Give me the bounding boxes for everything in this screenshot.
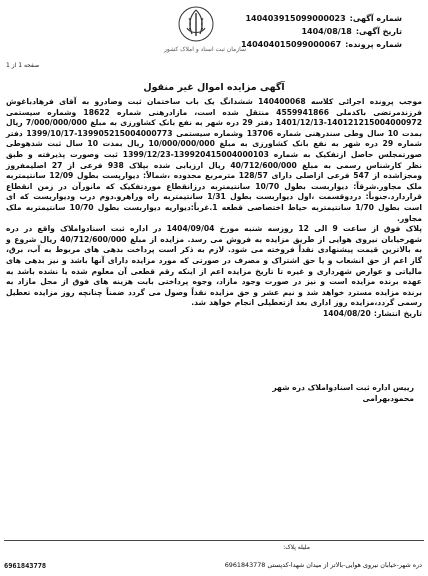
meta-value: 140403915099000023 (245, 14, 346, 23)
meta-label: تاریخ آگهی: (355, 27, 402, 36)
meta-label: شماره آگهی: (349, 14, 402, 23)
signature-block (0, 383, 420, 404)
document-body (6, 97, 422, 319)
page-counter: صفحه 1 از 1 (6, 62, 40, 69)
meta-row-number (245, 12, 402, 25)
meta-label: شماره پرونده: (345, 40, 402, 49)
meta-row-date (252, 25, 402, 38)
document-meta (240, 12, 402, 51)
body-paragraph-auction: پلاک فوق از ساعت 9 الی 12 روزسه شنبه مورخ 1404/09/04 در اداره ثبت اسنادواملاک واقع در دره شهرخیابان نیروی هوایی از طریق مزایده به فروش می رسد. مزایده از مبلغ 40/712/600/000 ریال شروع و به بالاترین قیمت پیشنهادی نقداً فروخته می شود. لازم به ذکر است پرداخت بدهی های مربوط به آب، برق، گاز اعم از حق انشعاب و یا حق اشتراک و مصرف در صورتی که مورد مزایده دارای آنها باشد و نیز بدهی های مالیاتی و عوارض شهرداری و غیره تا تاریخ مزایده اعم از اینکه رقم قطعی آن معلوم شده یا نشده باشد به عهده برنده مزایده است و نیز در صورت وجود مازاد، وجوه پرداختی بابت هزینه های فوق از محل مازاد به برنده مزایده مسترد خواهد شد و نیم عشر و حق مزایده نقداً وصول می گردد ضمناً چنانچه روز مزایده تعطیل رسمی گردد،مزایده روز اداری بعد ازتعطیلی انجام خواهد شد. (6, 224, 423, 308)
meta-value: 1404/08/18 (301, 27, 352, 36)
footer-phone: 6961843778 (4, 562, 47, 570)
page-title: آگهی مزایده اموال غیر منقول (143, 82, 285, 93)
signatory-name: محمودبهرامی (362, 393, 414, 403)
body-paragraph-property: موجب پرونده اجرائی کلاسه 140400068 ششدانگ یک باب ساختمان ثبت وصادرو به آقای فرهادباغوش فرزندمرتضی باکدملی 4559941866 منتقل شده است، مازادرهنی شماره 18622 وشماره سیستمی 140121215004000972-1401/12/13 دفتر 29 دره شهر به نفع بانک کشاورزی به مبلغ 7/000/000/000 ریال بمدت 10 سال وطی سندرهنی شماره 13706 وشماره سیستمی 139905215004000773-1399/10/17 دفتر شماره 29 دره شهر به نفع بانک کشاورزی به مبلغ 10/000/000/000 ریال بمدت 10 سال ثبت شدهوطی صورتمجلس حاصل ازتفکیک به شماره 139920415004000103-1399/12/23 ثبت وصورت پذیرفته و طبق نظر کارشناس رسمی به مبلغ 40/712/600/000 ریال ارزیابی شده بپلاک 938 فرعی از 27 اصلیمفروز ومجزاشده از 547 فرعی ازاصلی دارای 128/57 مترمربع محدوده ،شمالاً: دیوارپست بطول 12/09 سانتیمتربه ملک مجاور.شرقاً: دیواربست بطول 10/70 سانتیمتربه درزانقطاع موردتفکیک که مانورآن در زمن انقطاع قراردارد.جنوباً: دردوقسمت ،اول دیواربست بطول 1/31 سانتیمتربه راه وراهرو.دوم درب ودیواریست که ای است بطول 1/70 سانتیمتربه حیاط اختصاصی قطعه 1.غرباً:دیواریه دیواربست بطول 10/70 سانتیمتربه ملک مجاور. (6, 97, 422, 223)
footer-address: دره شهر-خیابان نیروی هوایی-بالاتر از میدان شهدا-کدپستی 6961843778 (224, 561, 422, 569)
footer-fax-label: ملیله پلاک: (283, 544, 310, 551)
footer-divider (4, 540, 424, 541)
meta-value: 140404015099000067 (240, 40, 342, 49)
emblem-icon (176, 4, 216, 44)
signatory-title: رییس اداره ثبت اسنادواملاک دره شهر (272, 383, 414, 392)
meta-row-case (240, 38, 402, 51)
organization-name: سازمان ثبت اسناد و املاک کشور (163, 46, 247, 53)
publication-date: تاریخ انتشار: 1404/08/20 (322, 308, 422, 318)
